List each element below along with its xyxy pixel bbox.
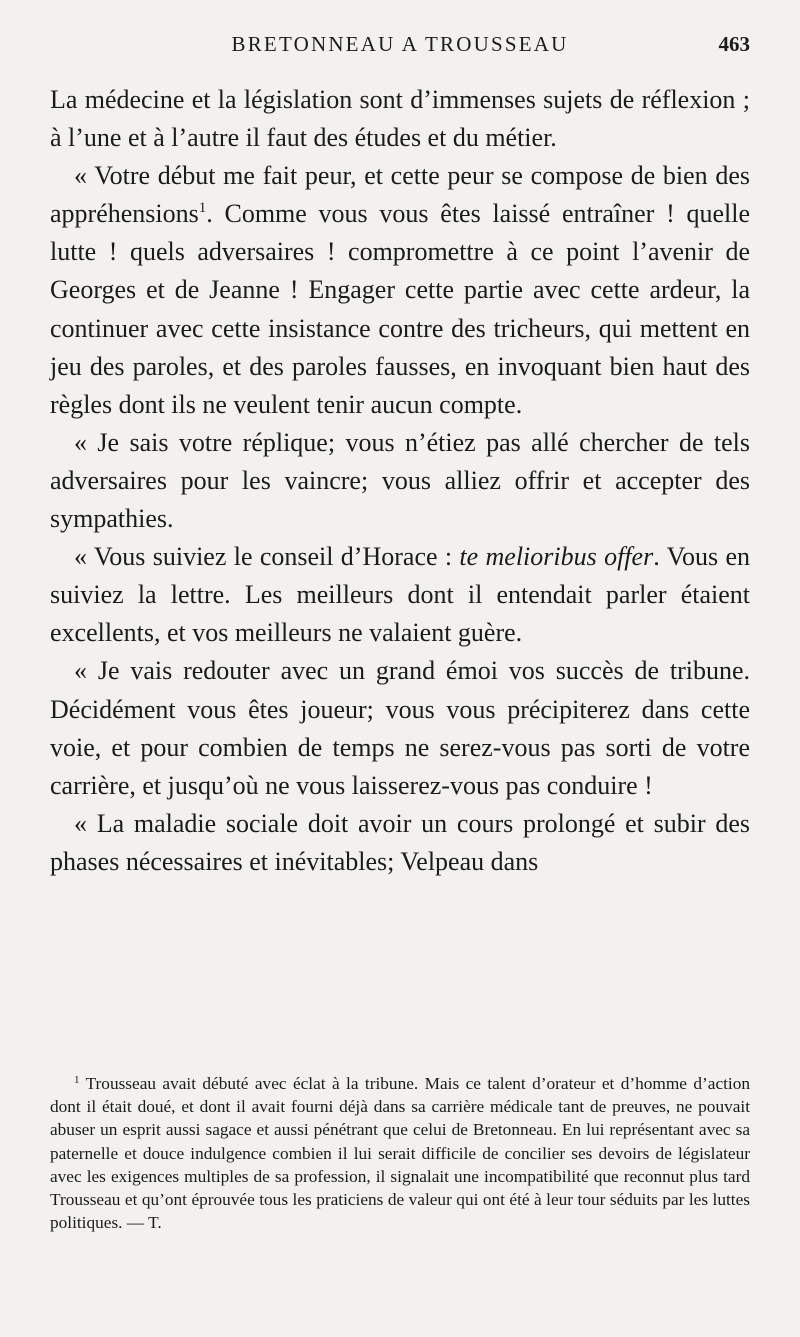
running-head — [50, 32, 750, 62]
paragraph-2-text-b: . Comme vous vous êtes laissé entraîner ! quelle lutte ! quels adversaires ! compromettre à ce point l’avenir de Georges et de Jeanne ! Engager cette partie avec cette ardeur, la continuer avec cette insistance contre des tricheurs, qui mettent en jeu des paroles, et des paroles fausses, en invoquant bien haut des règles dont ils ne veulent tenir aucun compte. — [50, 199, 750, 419]
paragraph-2-text-a: « Votre début me fait peur, et cette peur se compose de bien des appréhensions — [50, 161, 750, 229]
paragraph-3: « Je sais votre réplique; vous n’étiez pas allé chercher de tels adversaires pour les vaincre; vous alliez offrir et accepter des sympathies. — [50, 427, 750, 534]
paragraph-4-text-b: . Vous en suiviez la lettre. Les meilleurs dont il entendait parler étaient excellents, et vos meilleurs ne valaient guère. — [50, 542, 750, 648]
paragraph-6: « La maladie sociale doit avoir un cours prolongé et subir des phases nécessaires et inévitables; Velpeau dans — [50, 808, 750, 876]
paragraph-4-text-a: « Vous suiviez le conseil d’Horace : — [74, 542, 460, 572]
footnote-text: Trousseau avait débuté avec éclat à la tribune. Mais ce talent d’orateur et d’homme d’action dont il était doué, et dont il avait fourni déjà dans sa carrière médicale tant de preuves, ne pouvait abuser un esprit aussi sagace et aussi pénétrant que celui de Bretonneau. En lui représentant avec sa paternelle et douce indulgence combien il lui serait difficile de concilier ses devoirs de législateur avec les exigences multiples de sa profession, il signalait une incompatibilité que reconnut plus tard Trousseau et qu’ont éprouvée tous les praticiens de valeur qui ont été à leur tour séduits par les luttes politiques. — T. — [50, 1074, 750, 1233]
latin-quotation: te melioribus offer — [459, 542, 654, 572]
paragraph-1: La médecine et la législation sont d’immenses sujets de réflexion ; à l’une et à l’autre il faut des études et du métier. — [50, 85, 750, 153]
footnote-reference: 1 — [198, 200, 207, 217]
paragraph-5: « Je vais redouter avec un grand émoi vos succès de tribune. Décidément vous êtes joueur; vous vous précipiterez dans cette voie, et pour combien de temps ne serez-vous pas sorti de votre carrière, et jusqu’où ne vous laisserez-vous pas conduire ! — [50, 656, 750, 800]
footnote-marker: 1 — [74, 1074, 80, 1086]
paragraph-4 — [50, 538, 750, 652]
running-title: BRETONNEAU A TROUSSEAU — [231, 32, 569, 56]
footnote-paragraph — [50, 1072, 750, 1234]
footnote — [50, 1072, 750, 1234]
main-text — [50, 81, 750, 881]
page-number: 463 — [718, 32, 750, 56]
paragraph-2 — [50, 157, 750, 424]
